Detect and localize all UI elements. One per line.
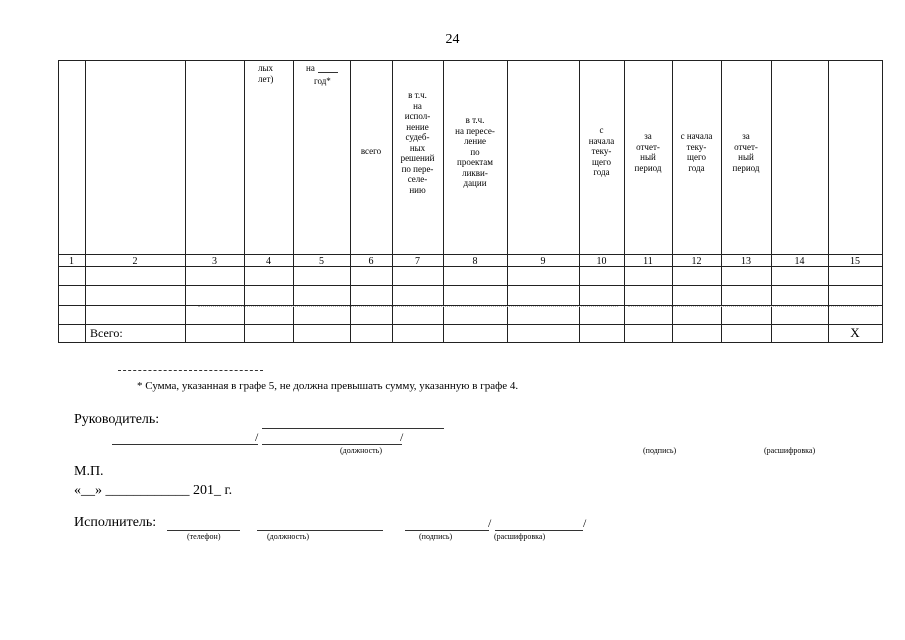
date-line: «__» ____________ 201_ г. [74,483,233,498]
executor-decoding-line [495,530,583,531]
header-separator [58,254,883,255]
row-separator [58,324,883,325]
executor-label: Исполнитель: [74,515,157,530]
header-col5-underline [318,72,338,73]
manager-decoding-caption: (расшифровка) [764,446,816,455]
column-number: 15 [850,256,860,267]
manager-slash-1: / [255,430,259,444]
manager-position-caption: (должность) [340,446,382,455]
column-number: 13 [741,256,751,267]
col-line [672,60,673,343]
col-line [58,60,59,343]
column-number: 9 [540,256,546,267]
column-number: 1 [69,256,74,267]
column-number: 11 [643,256,653,267]
col-line [721,60,722,343]
col-line [624,60,625,343]
executor-signature-caption: (подпись) [419,532,453,541]
header-col8: в т.ч. на пересе- ление по проектам ликви- дации [455,115,495,188]
column-number: 7 [415,256,420,267]
column-number: 4 [266,256,271,267]
footnote-text: * Сумма, указанная в графе 5, не должна превышать сумму, указанную в графе 4. [137,380,519,392]
executor-decoding-caption: (расшифровка) [494,532,546,541]
total-x-mark: X [850,325,860,340]
header-col5-b: год* [314,76,331,86]
column-number: 8 [472,256,478,267]
column-number: 3 [212,256,217,267]
header-col11: за отчет- ный период [634,131,662,173]
header-col5-a: на [306,63,315,73]
manager-top-line [262,428,444,429]
col-line [185,60,186,343]
header-col7: в т.ч. на испол- нение судеб- ных решений по пере- селе- нию [400,90,435,195]
col-line [771,60,772,343]
table-border-top [58,60,883,61]
executor-signature-line [405,530,489,531]
executor-phone-line [167,530,240,531]
manager-label: Руководитель: [74,412,160,427]
manager-line-1 [112,444,258,445]
column-number: 2 [132,256,138,267]
column-number: 14 [794,256,805,267]
executor-position-caption: (должность) [267,532,309,541]
stamp-label: М.П. [74,464,104,479]
footnote-rule [118,370,263,371]
manager-signature-caption: (подпись) [643,446,677,455]
executor-slash-1: / [488,516,492,530]
col-line [828,60,829,343]
column-number: 5 [319,256,324,267]
col-line [579,60,580,343]
header-col6: всего [360,146,382,156]
header-col12: с начала теку- щего года [680,131,713,173]
col-line [507,60,508,343]
col-line [293,60,294,343]
manager-line-2 [262,444,402,445]
column-number: 6 [368,256,374,267]
header-col10: с начала теку- щего года [588,125,615,177]
header-col4: лых лет) [258,63,274,84]
col-line [350,60,351,343]
row-separator [58,285,883,286]
column-number: 10 [596,256,607,267]
col-line [882,60,883,343]
page-number: 24 [445,32,460,47]
dotted-line [198,306,618,307]
header-col13: за отчет- ный период [732,131,760,173]
col-line [85,60,86,343]
executor-phone-caption: (телефон) [187,532,221,541]
col-line [244,60,245,343]
executor-slash-2: / [583,516,587,530]
manager-slash-2: / [400,430,404,444]
dotted-line [628,306,878,307]
total-label: Всего: [90,326,123,340]
column-number: 12 [691,256,702,267]
table-border-bottom [58,342,883,343]
executor-position-line [257,530,383,531]
report-table [58,60,883,343]
col-line [443,60,444,343]
